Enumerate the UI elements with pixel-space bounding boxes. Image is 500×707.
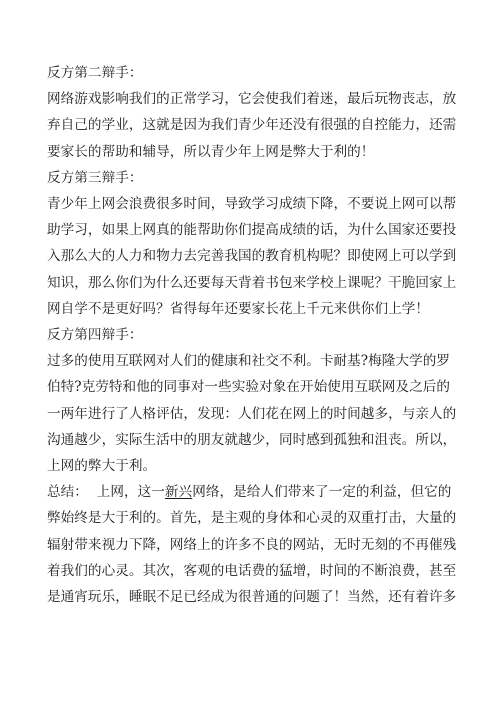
section-heading: 反方第二辩手：: [47, 65, 143, 81]
summary-lead-text: 总结： 上网，这一: [47, 484, 165, 501]
text-line: 助学习，如果上网真的能帮助你们提高成绩的话，为什么国家还要投: [47, 222, 457, 239]
section-summary: [47, 479, 467, 610]
section-heading: 反方第三辩手：: [47, 169, 143, 186]
section-heading: 反方第四辩手：: [47, 327, 143, 344]
document-page: [47, 60, 467, 610]
section-rebuttal-3: [47, 165, 467, 322]
text-line: 沟通越少，实际生活中的朋友就越少，同时感到孤独和沮丧。所以，: [47, 431, 457, 448]
text-line: 弃自己的学业，这就是因为我们青少年还没有很强的自控能力，还需: [47, 117, 457, 134]
section-rebuttal-4: [47, 322, 467, 479]
text-line: 着我们的心灵。其次，客观的电话费的猛增，时间的不断浪费，甚至: [47, 562, 457, 579]
section-paragraph: [47, 191, 467, 322]
underlined-term: 新兴: [164, 484, 193, 501]
text-line: 知识，那么你们为什么还要每天背着书包来学校上课呢？干脆回家上: [47, 274, 457, 291]
summary-trail-text: 网络，是给人们带来了一定的利益，但它的: [192, 484, 452, 501]
text-line: 是通宵玩乐，睡眠不足已经成为很普通的问题了！当然，还有着许多: [47, 589, 457, 606]
section-rebuttal-2: [47, 60, 467, 165]
section-paragraph: [47, 86, 467, 165]
section-paragraph: [47, 348, 467, 479]
text-line: 辐射带来视力下降，网络上的许多不良的网站，无时无刻的不再催残: [47, 536, 457, 553]
text-line: 一两年进行了人格评估，发现：人们花在网上的时间越多，与亲人的: [47, 405, 457, 422]
summary-first-line: [47, 479, 467, 505]
text-line: 要家长的帮助和辅导，所以青少年上网是弊大于利的！: [47, 143, 375, 160]
summary-paragraph: [47, 479, 467, 610]
text-line: 弊始终是大于利的。首先，是主观的身体和心灵的双重打击，大量的: [47, 510, 457, 527]
text-line: 入那么大的人力和物力去完善我国的教育机构呢？即使网上可以学到: [47, 248, 457, 265]
text-line: 上网的弊大于利。: [47, 458, 157, 475]
text-line: 网络游戏影响我们的正常学习，它会使我们着迷，最后玩物丧志，放: [47, 91, 457, 108]
text-line: 网自学不是更好吗？省得每年还要家长花上千元来供你们上学！: [47, 300, 430, 317]
text-line: 青少年上网会浪费很多时间，导致学习成绩下降，不要说上网可以帮: [47, 196, 457, 213]
text-line: 过多的使用互联网对人们的健康和社交不利。卡耐基?梅隆大学的罗: [47, 353, 451, 370]
text-line: 伯特?克劳特和他的同事对一些实验对象在开始使用互联网及之后的: [47, 379, 451, 396]
